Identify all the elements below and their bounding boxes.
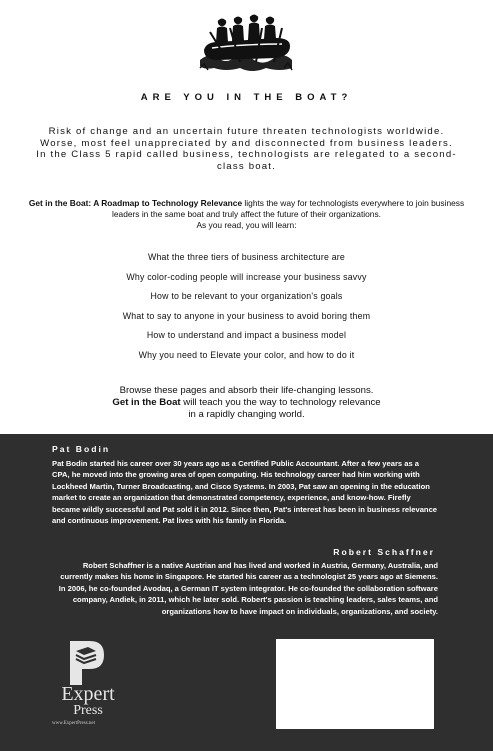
- list-item: Why color-coding people will increase your business savvy: [126, 271, 367, 282]
- list-item: How to understand and impact a business model: [146, 330, 347, 341]
- outro-line-1: Browse these pages and absorb their life-changing lessons.: [119, 385, 374, 396]
- author-panel: [0, 434, 493, 751]
- publisher-logo: [48, 639, 128, 729]
- outro-book-title: Get in the Boat: [112, 397, 181, 408]
- barcode-placeholder: [276, 639, 434, 729]
- lede-tagline: As you read, you will learn:: [196, 219, 297, 230]
- raft-illustration-icon: [196, 8, 296, 74]
- publisher-name-line-1: Expert: [61, 683, 115, 705]
- robert-schaffner-bio: Robert Schaffner is a native Austrian and has lived and worked in Austria, Germany, Australia, and currently makes his home in Singapore. He started his career as a technologist 25 years ago at Siemens. In 2006, he co-founded Avodaq, a German IT system integrator. He co-founded the collaboration software company, Andiek, in 2011, which he later sold. Robert's passion is teaching leaders, sales teams, and organizations how to have impact on individuals, organizations, and society.: [58, 561, 438, 616]
- list-item: What the three tiers of business architecture are: [147, 252, 346, 262]
- book-title: Get in the Boat: A Roadmap to Technology Relevance: [28, 198, 243, 208]
- publisher-logo-mark-icon: [66, 639, 106, 687]
- publisher-url: www.ExpertPress.net: [52, 721, 96, 726]
- pat-bodin-name: Pat Bodin: [52, 444, 111, 454]
- learn-list: [0, 251, 493, 369]
- list-item: Why you need to Elevate your color, and how to do it: [138, 349, 355, 360]
- list-item: What to say to anyone in your business to avoid boring them: [122, 310, 371, 321]
- outro-paragraph: [60, 385, 433, 421]
- list-item: How to be relevant to your organization's goals: [150, 291, 343, 302]
- pat-bodin-bio: Pat Bodin started his career over 30 years ago as a Certified Public Accountant. After a few years as a CPA, he moved into the growing area of open computing. His technology career had him working with Lockheed Martin, Turner Broadcasting, and Cisco Systems. In 2003, Pat saw an opening in the education market to create an organization that demonstrated competency, experience, and know-how. Firefly became wildly successful and Pat sold it in 2012. Since then, Pat's interest has been in business relevance and continuous improvement. Pat lives with his family in Florida.: [52, 459, 438, 526]
- intro-paragraph: Risk of change and an uncertain future threaten technologists worldwide. Worse, most feel unappreciated by and disconnected from business leaders. In the Class 5 rapid called business, technologists are relegated to a second-class boat.: [36, 126, 457, 172]
- outro-line-3: in a rapidly changing world.: [188, 409, 305, 420]
- outro-line-2: will teach you the way to technology relevance: [180, 397, 381, 408]
- robert-schaffner-name: Robert Schaffner: [333, 547, 435, 557]
- headline: ARE YOU IN THE BOAT?: [140, 92, 353, 103]
- lede-paragraph: [22, 198, 471, 230]
- lede-text: lights the way for technologists everywhere to join business leaders in the same boat and truly affect the future of their organizations.: [112, 198, 465, 219]
- publisher-name-line-2: Press: [73, 703, 103, 718]
